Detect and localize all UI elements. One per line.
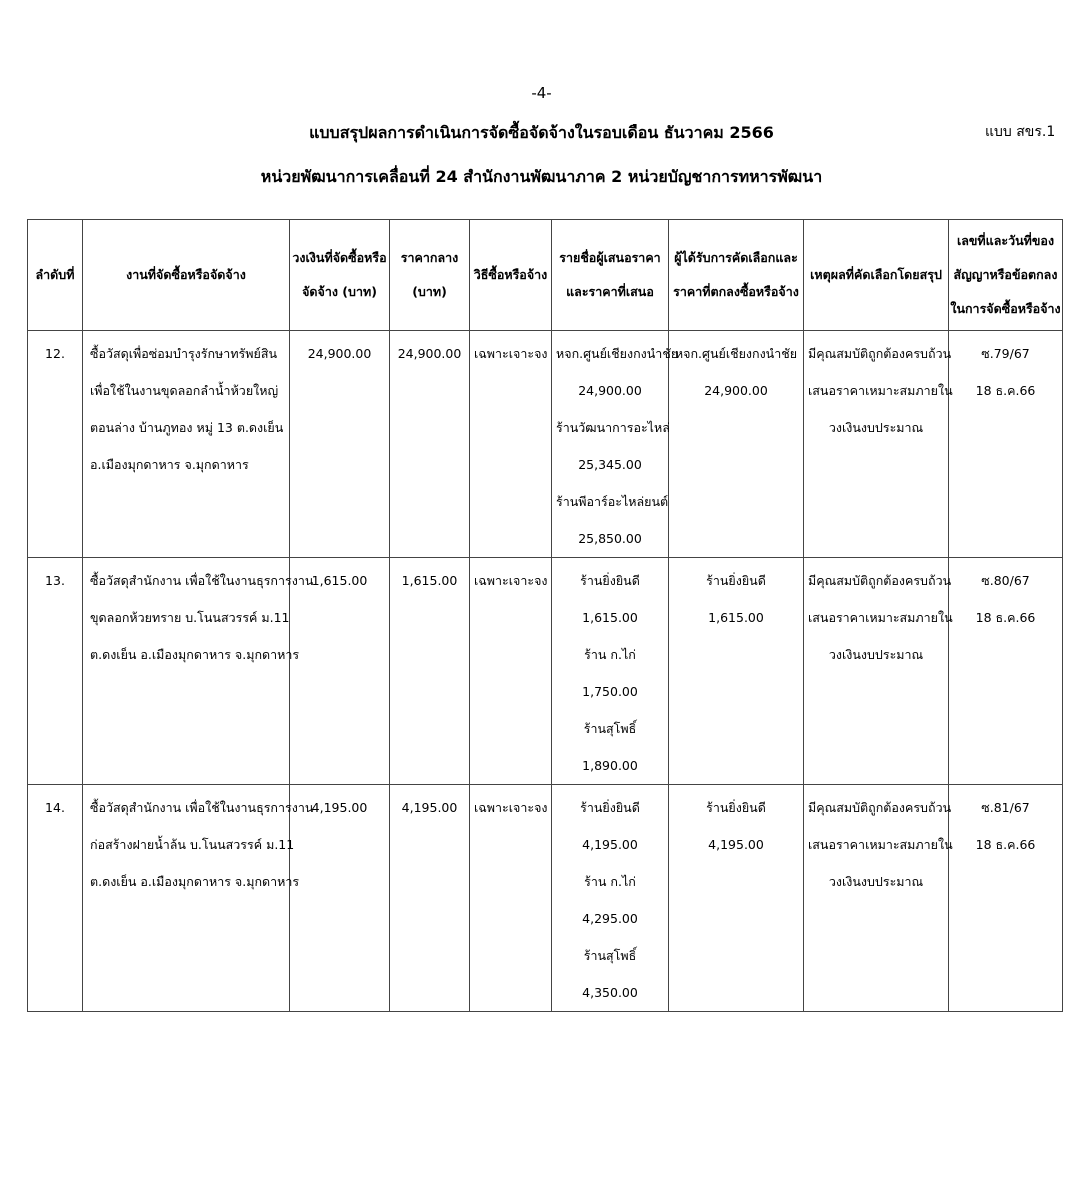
procurement-table	[27, 219, 1063, 1012]
cell-item: ซื้อวัสดุเพื่อซ่อมบำรุงรักษาทรัพย์สิน เพื่อใช้ในงานขุดลอกลำน้ำห้วยใหญ่ ตอนล่าง บ้านภูทอง หมู่ 13 ต.ดงเย็น อ.เมืองมุกดาหาร จ.มุกดาหาร	[83, 331, 290, 558]
cell-median-price: 1,615.00	[390, 558, 470, 785]
cell-method: เฉพาะเจาะจง	[470, 331, 552, 558]
header-budget: วงเงินที่จัดซื้อหรือ จัดจ้าง (บาท)	[290, 220, 390, 331]
cell-contract: ซ.79/67 18 ธ.ค.66	[949, 331, 1063, 558]
cell-method: เฉพาะเจาะจง	[470, 785, 552, 1012]
header-no: ลำดับที่	[28, 220, 83, 331]
cell-reason: มีคุณสมบัติถูกต้องครบถ้วน เสนอราคาเหมาะสมภายใน วงเงินงบประมาณ	[804, 785, 949, 1012]
header-reason: เหตุผลที่คัดเลือกโดยสรุป	[804, 220, 949, 331]
cell-budget: 1,615.00	[290, 558, 390, 785]
cell-bidders: ร้านยิ่งยินดี 4,195.00 ร้าน ก.ไก่ 4,295.00 ร้านสุโพธิ์ 4,350.00	[552, 785, 669, 1012]
cell-bidders: หจก.ศูนย์เชียงกงนำชัย 24,900.00 ร้านวัฒนาการอะไหล่ 25,345.00 ร้านพีอาร์อะไหล่ยนต์ 25,850.00	[552, 331, 669, 558]
table-row	[28, 331, 1063, 558]
header-method: วิธีซื้อหรือจ้าง	[470, 220, 552, 331]
header-item: งานที่จัดซื้อหรือจัดจ้าง	[83, 220, 290, 331]
cell-item: ซื้อวัสดุสำนักงาน เพื่อใช้ในงานธุรการงาน ก่อสร้างฝายน้ำล้น บ.โนนสวรรค์ ม.11 ต.ดงเย็น อ.เมืองมุกดาหาร จ.มุกดาหาร	[83, 785, 290, 1012]
cell-winner: หจก.ศูนย์เชียงกงนำชัย 24,900.00	[669, 331, 804, 558]
cell-reason: มีคุณสมบัติถูกต้องครบถ้วน เสนอราคาเหมาะสมภายใน วงเงินงบประมาณ	[804, 331, 949, 558]
cell-reason: มีคุณสมบัติถูกต้องครบถ้วน เสนอราคาเหมาะสมภายใน วงเงินงบประมาณ	[804, 558, 949, 785]
cell-contract: ซ.81/67 18 ธ.ค.66	[949, 785, 1063, 1012]
header-contract: เลขที่และวันที่ของ สัญญาหรือข้อตกลง ในการจัดซื้อหรือจ้าง	[949, 220, 1063, 331]
table-header-row	[28, 220, 1063, 331]
page-number: -4-	[531, 84, 552, 102]
cell-median-price: 24,900.00	[390, 331, 470, 558]
cell-median-price: 4,195.00	[390, 785, 470, 1012]
cell-item: ซื้อวัสดุสำนักงาน เพื่อใช้ในงานธุรการงาน ขุดลอกห้วยทราย บ.โนนสวรรค์ ม.11 ต.ดงเย็น อ.เมืองมุกดาหาร จ.มุกดาหาร	[83, 558, 290, 785]
cell-winner: ร้านยิ่งยินดี 4,195.00	[669, 785, 804, 1012]
form-code: แบบ สขร.1	[985, 124, 1056, 140]
header-bidders: รายชื่อผู้เสนอราคา และราคาที่เสนอ	[552, 220, 669, 331]
table-row	[28, 558, 1063, 785]
cell-no: 13.	[28, 558, 83, 785]
cell-contract: ซ.80/67 18 ธ.ค.66	[949, 558, 1063, 785]
cell-no: 14.	[28, 785, 83, 1012]
cell-no: 12.	[28, 331, 83, 558]
header-winner: ผู้ได้รับการคัดเลือกและ ราคาที่ตกลงซื้อหรือจ้าง	[669, 220, 804, 331]
document-subtitle: หน่วยพัฒนาการเคลื่อนที่ 24 สำนักงานพัฒนาภาค 2 หน่วยบัญชาการทหารพัฒนา	[260, 167, 823, 186]
cell-budget: 4,195.00	[290, 785, 390, 1012]
cell-budget: 24,900.00	[290, 331, 390, 558]
cell-method: เฉพาะเจาะจง	[470, 558, 552, 785]
table-row	[28, 785, 1063, 1012]
document-title: แบบสรุปผลการดำเนินการจัดซื้อจัดจ้างในรอบเดือน ธันวาคม 2566	[309, 123, 774, 142]
cell-winner: ร้านยิ่งยินดี 1,615.00	[669, 558, 804, 785]
cell-bidders: ร้านยิ่งยินดี 1,615.00 ร้าน ก.ไก่ 1,750.00 ร้านสุโพธิ์ 1,890.00	[552, 558, 669, 785]
header-median-price: ราคากลาง (บาท)	[390, 220, 470, 331]
